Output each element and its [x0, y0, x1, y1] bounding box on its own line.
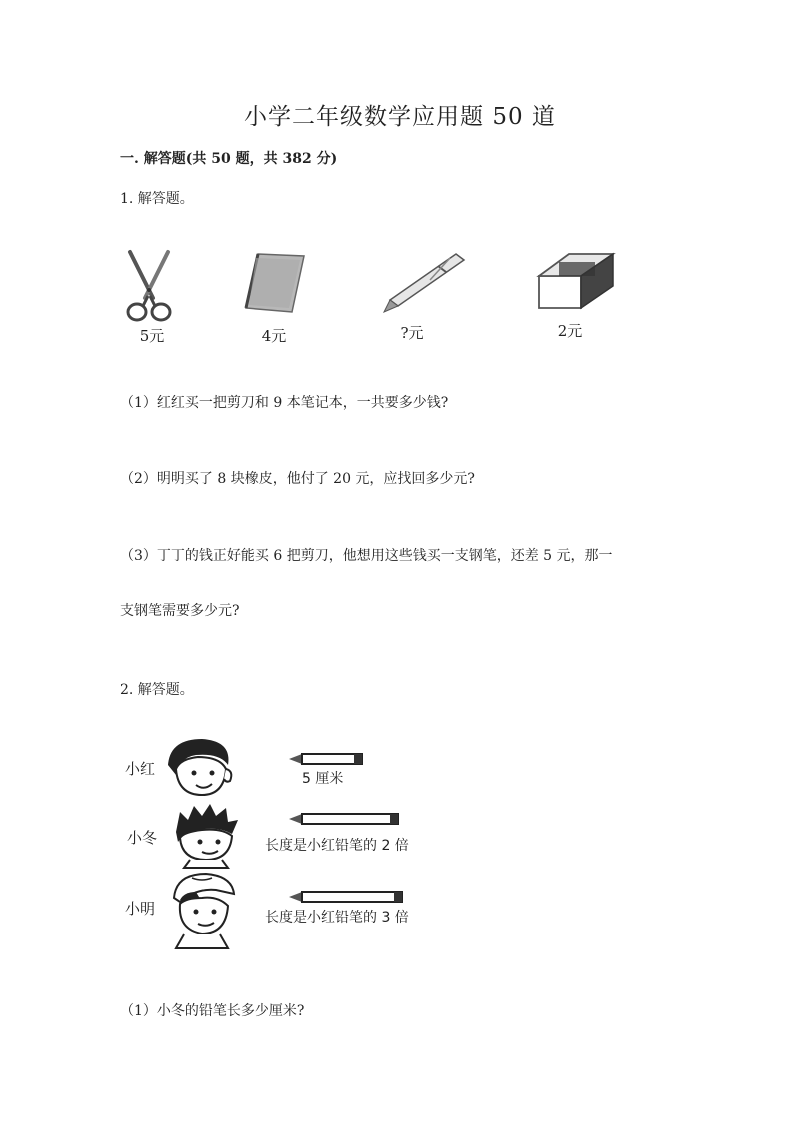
- pen-price: ?元: [400, 324, 424, 342]
- boy-cap-face-icon: [162, 868, 242, 950]
- girl-face-icon: [160, 735, 240, 800]
- notebook-icon: [240, 250, 310, 315]
- question-1-sub-1: （1）红红买一把剪刀和 9 本笔记本，一共要多少钱?: [120, 395, 449, 411]
- pencil-icon: [288, 812, 400, 826]
- pencil-label-xiaoming: 长度是小红铅笔的 3 倍: [265, 910, 409, 926]
- pencil-icon: [288, 752, 364, 766]
- name-xiaoming: 小明: [125, 900, 156, 918]
- boy-face-icon: [168, 802, 246, 870]
- notebook-price: 4元: [261, 327, 287, 345]
- question-2-heading: 2. 解答题。: [120, 682, 194, 698]
- pencil-label-xiaohong: 5 厘米: [302, 771, 344, 787]
- pen-icon: [378, 250, 468, 315]
- eraser-icon: [535, 248, 620, 314]
- section-heading: 一. 解答题(共 50 题，共 382 分): [120, 151, 338, 167]
- question-1-sub-3-line-2: 支钢笔需要多少元?: [120, 603, 240, 619]
- question-1-sub-3-line-1: （3）丁丁的钱正好能买 6 把剪刀，他想用这些钱买一支钢笔，还差 5 元，那一: [120, 548, 613, 564]
- pencil-label-xiaodong: 长度是小红铅笔的 2 倍: [265, 838, 409, 854]
- scissors-price: 5元: [139, 327, 165, 345]
- page-title: 小学二年级数学应用题 50 道: [244, 104, 556, 130]
- question-1-heading: 1. 解答题。: [120, 191, 194, 207]
- name-xiaohong: 小红: [125, 760, 156, 778]
- question-2-sub-1: （1）小冬的铅笔长多少厘米?: [120, 1003, 305, 1019]
- scissors-icon: [120, 250, 180, 325]
- eraser-price: 2元: [557, 322, 583, 340]
- pencil-icon: [288, 890, 404, 904]
- question-1-sub-2: （2）明明买了 8 块橡皮，他付了 20 元，应找回多少元?: [120, 471, 475, 487]
- name-xiaodong: 小冬: [127, 829, 158, 847]
